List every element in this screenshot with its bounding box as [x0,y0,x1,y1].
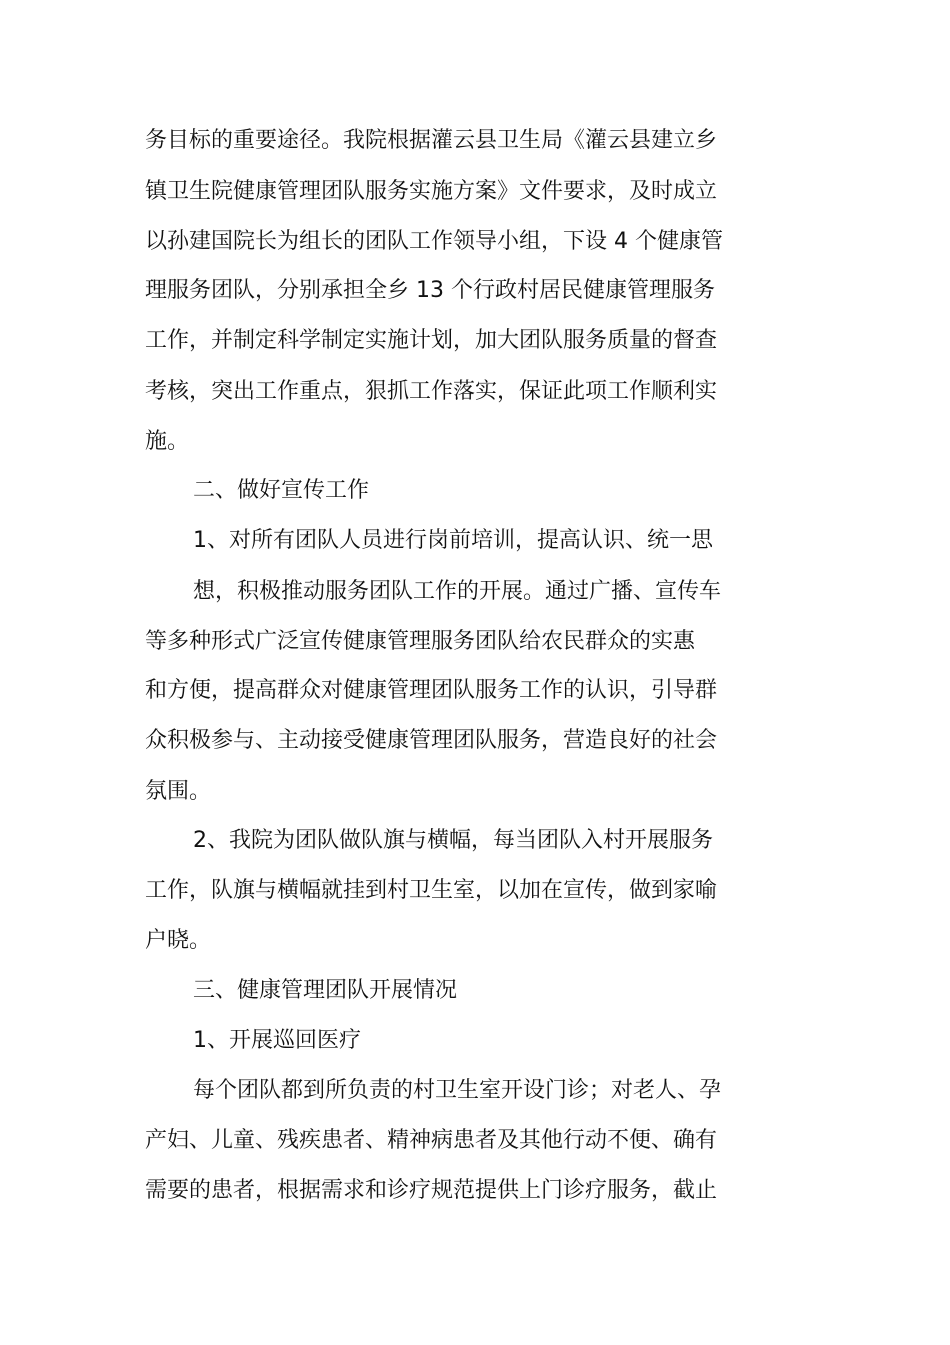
body-text-line: 等多种形式广泛宣传健康管理服务团队给农民群众的实惠 [145,629,696,654]
subsection-heading: 1、开展巡回医疗 [193,1028,361,1053]
body-text-line: 想，积极推动服务团队工作的开展。通过广播、宣传车 [193,579,722,604]
body-text-line: 工作，并制定科学制定实施计划，加大团队服务质量的督查 [145,328,718,353]
body-text-line: 产妇、儿童、残疾患者、精神病患者及其他行动不便、确有 [145,1128,718,1153]
body-text-line: 每个团队都到所负责的村卫生室开设门诊；对老人、孕 [193,1078,722,1103]
body-text-line: 氛围。 [145,779,212,804]
body-text-line: 工作，队旗与横幅就挂到村卫生室，以加在宣传，做到家喻 [145,878,718,903]
section-heading: 三、健康管理团队开展情况 [193,978,458,1003]
body-text-line: 户晓。 [145,928,212,953]
body-text-line: 理服务团队，分别承担全乡 13 个行政村居民健康管理服务 [145,278,715,303]
body-text-line: 和方便，提高群众对健康管理团队服务工作的认识，引导群 [145,678,718,703]
body-text-line: 2、我院为团队做队旗与横幅，每当团队入村开展服务 [193,828,713,853]
body-text-line: 1、对所有团队人员进行岗前培训，提高认识、统一思 [193,528,713,553]
section-heading: 二、做好宣传工作 [193,478,370,503]
body-text-line: 镇卫生院健康管理团队服务实施方案》文件要求，及时成立 [145,179,718,204]
body-text-line: 考核，突出工作重点，狠抓工作落实，保证此项工作顺利实 [145,379,718,404]
body-text-line: 需要的患者，根据需求和诊疗规范提供上门诊疗服务，截止 [145,1178,718,1203]
body-text-line: 以孙建国院长为组长的团队工作领导小组，下设 4 个健康管 [145,229,723,254]
body-text-line: 施。 [145,429,190,454]
body-text-line: 众积极参与、主动接受健康管理团队服务，营造良好的社会 [145,728,718,753]
body-text-line: 务目标的重要途径。我院根据灌云县卫生局《灌云县建立乡 [145,128,718,153]
